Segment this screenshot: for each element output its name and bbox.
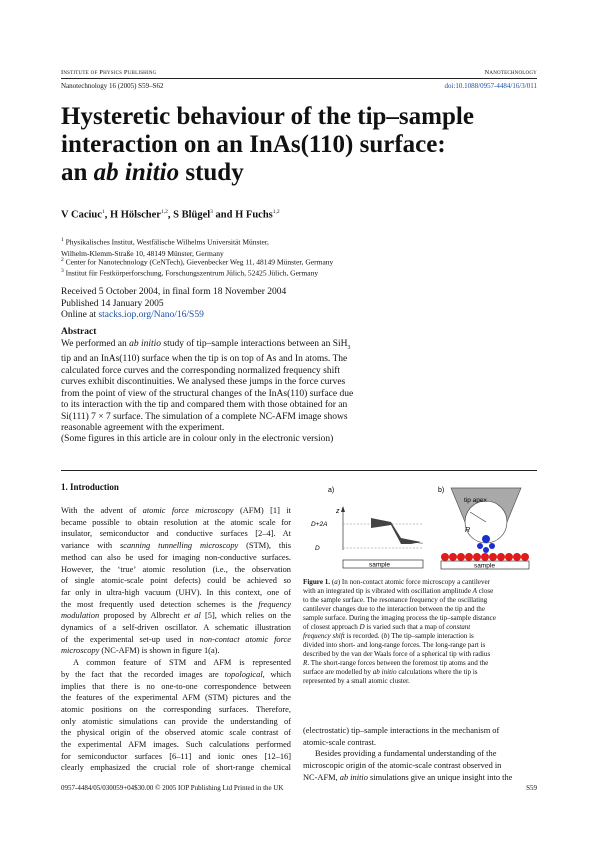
body-line: the physical origin of the observed atomic scale contrast of <box>61 728 291 738</box>
caption-line: represented by a small atomic cluster. <box>303 677 410 685</box>
title-line-3: an ab initio study <box>61 159 244 186</box>
caption-line: Figure 1. (a) In non-contact atomic force microscopy a cantilever <box>303 578 490 586</box>
sample-atom <box>497 553 505 561</box>
radius-label: R <box>465 527 471 534</box>
colour-note: (Some figures in this article are in colour only in the electronic version) <box>61 434 334 444</box>
sample-atom <box>505 553 513 561</box>
publication-dates: Received 5 October 2004, in final form 18 November 2004 Published 14 January 2005 Online at stacks.iop.org/Nano/16/S59 <box>61 287 287 320</box>
figure-1 <box>303 480 537 572</box>
sample-atom <box>481 553 489 561</box>
caption-line: sample surface. During the imaging process the tip–sample distance <box>303 614 496 622</box>
abstract-text <box>61 339 536 435</box>
sample-atom <box>489 553 497 561</box>
caption-line: of closest approach D is varied such that a map of constant <box>303 623 471 631</box>
caption-line: frequency shift is recorded. (b) The tip–sample interaction is <box>303 632 474 640</box>
abstract-line: tip and an InAs(110) surface when the tip is on top of As and In atoms. The <box>61 354 348 365</box>
body-line: microscopy (NC-AFM) is shown in figure 1(a). <box>61 646 220 656</box>
sample-atom <box>465 553 473 561</box>
body-line: A common feature of STM and AFM is represented <box>73 658 291 668</box>
online-link[interactable]: stacks.iop.org/Nano/16/S59 <box>98 310 204 320</box>
caption-line: cantilever changes due to the interaction between the tip and the <box>303 605 485 613</box>
tip-atom <box>483 547 489 553</box>
author: H Hölscher <box>109 209 161 221</box>
abstract-line: from the point of view of the structural changes of the InAs(110) surface due <box>61 388 354 399</box>
author-list: V Caciuc$^1$, H Hölscher$^{1,2}$, S Blügel$^3$ and H Fuchs$^{1,2}$ <box>61 209 280 221</box>
body-line: insulator, semiconductor and conductive surfaces [2–4]. At <box>61 529 291 539</box>
body-line: Besides providing a fundamental understanding of the <box>315 749 497 759</box>
tip-atom <box>489 543 495 549</box>
caption-line: to the sample surface. The resonance frequency of the oscillating <box>303 596 488 604</box>
title-line-2: interaction on an InAs(110) surface: <box>61 131 446 158</box>
sample-atom <box>513 553 521 561</box>
body-line: the experimental AFM images. Such calculations performed <box>61 740 291 750</box>
body-line: (electrostatic) tip–sample interactions in the mechanism of <box>303 726 500 735</box>
author: V Caciuc <box>61 209 102 221</box>
body-line: of single atomic-scale point defects) could be achieved so <box>61 576 291 586</box>
d2a-label: D+2A <box>311 521 328 528</box>
article-title <box>61 103 531 187</box>
body-line: by the fact that the recorded images are topological, which <box>61 669 292 679</box>
z-axis-label: z <box>336 508 340 515</box>
body-line: atomic positions on the corresponding surfaces. Therefore, <box>61 704 291 714</box>
body-line: of the experimental set-up used in non-contact atomic force <box>61 634 291 644</box>
tip-atom <box>477 543 483 549</box>
abstract-line: calculated force curves and the corresponding normalized frequency shift <box>61 365 341 376</box>
sample-atom <box>457 553 465 561</box>
caption-line: R. The short-range forces between the foremost tip atoms and the <box>303 659 489 667</box>
abstract-line: curves exhibit discontinuities. We analysed these jumps in the force curves <box>61 377 346 388</box>
panel-b-label: b) <box>438 487 445 494</box>
sample-atom <box>449 553 457 561</box>
body-line: modulation proposed by Albrecht et al [5], which relies on the <box>61 611 291 621</box>
abstract-line: to its interaction with the tip and compared them with those obtained for an <box>61 400 348 411</box>
caption-line: divided into short- and long-range forces. The long-range part is <box>303 641 486 649</box>
d-label: D <box>315 545 320 552</box>
body-line: atomic-scale contrast. <box>303 737 377 747</box>
right-column-body <box>303 725 537 784</box>
affiliation-3: $^3$ Institut für Festkörperforschung, Forschungszentrum Jülich, 52425 Jülich, Germany <box>61 268 319 278</box>
body-line: far only in ultra-high vacuum (UHV). In this context, one of <box>61 587 291 597</box>
intro-body <box>61 505 291 774</box>
author: S Blügel <box>173 209 211 221</box>
body-line: method can also be used for imaging non-conductive surfaces. <box>61 552 291 562</box>
body-line: for semiconductor surfaces [6–11] and ionic ones [12–16] <box>61 751 291 761</box>
section-heading: 1. Introduction <box>61 482 119 492</box>
body-line: the features of the experimental AFM (STM) pictures and the <box>61 693 291 703</box>
received-date: Received 5 October 2004, in final form 18 November 2004 <box>61 287 287 297</box>
abstract-line: Si(111) 7 × 7 surface. The simulation of a complete NC-AFM image shows <box>61 411 348 422</box>
sample-atom <box>521 553 529 561</box>
abstract-heading: Abstract <box>61 327 97 337</box>
sample-atom <box>441 553 449 561</box>
sample-label-b: sample <box>474 562 495 570</box>
citation: Nanotechnology 16 (2005) S59–S62 <box>61 82 164 90</box>
publisher-name: Institute of Physics Publishing <box>61 69 157 76</box>
caption-line: with an integrated tip is vibrated with oscillation amplitude A close <box>303 587 494 595</box>
doi-link[interactable]: doi:10.1088/0957-4484/16/3/011 <box>444 82 537 90</box>
header-rule <box>61 78 537 79</box>
body-line: microscopic origin of the atomic-scale contrast observed in <box>303 761 502 771</box>
sample-atoms <box>441 553 529 561</box>
body-line: variance with scanning tunnelling microscopy (STM), this <box>61 541 291 551</box>
body-line: became possible to obtain resolution at the atomic scale for <box>61 517 291 527</box>
abstract-line: We performed an ab initio study of tip–sample interactions between an SiH$_3$ <box>61 339 351 351</box>
body-line: However, the ‘true’ atomic resolution (i.e., the observation <box>61 564 291 574</box>
footer-codes: 0957-4484/05/030059+04$30.00 © 2005 IOP Publishing Ltd Printed in the UK <box>61 784 284 792</box>
body-line: the most frequently used detection schemes is the frequency <box>61 599 291 609</box>
affiliation-2: $^2$ Center for Nanotechnology (CeNTech), Gievenbecker Weg 11, 48149 Münster, Germany <box>61 257 334 267</box>
caption-line: described by the van der Waals force of a spherical tip with radius <box>303 650 491 658</box>
figure-caption <box>303 578 537 686</box>
sample-label-a: sample <box>369 561 390 569</box>
body-line: NC-AFM, ab initio simulations give an unique insight into the <box>303 772 513 782</box>
body-line: implies that there is no one-to-one correspondence between <box>61 681 291 691</box>
tip-atom <box>482 535 490 543</box>
abstract-line: reasonable agreement with the experiment. <box>61 423 225 434</box>
author: H Fuchs <box>235 209 273 221</box>
body-line: clearly emphasized the crucial role of short-range chemical <box>61 763 291 773</box>
panel-a-label: a) <box>328 487 335 494</box>
body-line: only atomistic simulations can provide the understanding of <box>61 716 291 726</box>
published-date: Published 14 January 2005 <box>61 298 164 309</box>
section-rule <box>61 470 537 471</box>
body-line: With the advent of atomic force microscopy (AFM) [1] it <box>61 506 291 515</box>
affiliation-1: $^1$ Physikalisches Institut, Westfälische Wilhelms Universität Münster, Wilhelm-Klemm-Straße 10, 48149 Münster, Germany <box>61 237 269 258</box>
tip-apex-label: tip apex <box>464 497 487 504</box>
page-number: S59 <box>526 784 537 792</box>
caption-line: surface are modelled by ab initio calculations where the tip is <box>303 668 478 676</box>
body-line: dynamics of a self-driven oscillator. A schematic illustration <box>61 623 291 633</box>
cantilever-tip <box>371 518 421 544</box>
journal-section: Nanotechnology <box>484 69 537 76</box>
z-axis-arrow <box>341 506 345 512</box>
title-line-1: Hysteretic behaviour of the tip–sample <box>61 103 474 130</box>
sample-atom <box>473 553 481 561</box>
